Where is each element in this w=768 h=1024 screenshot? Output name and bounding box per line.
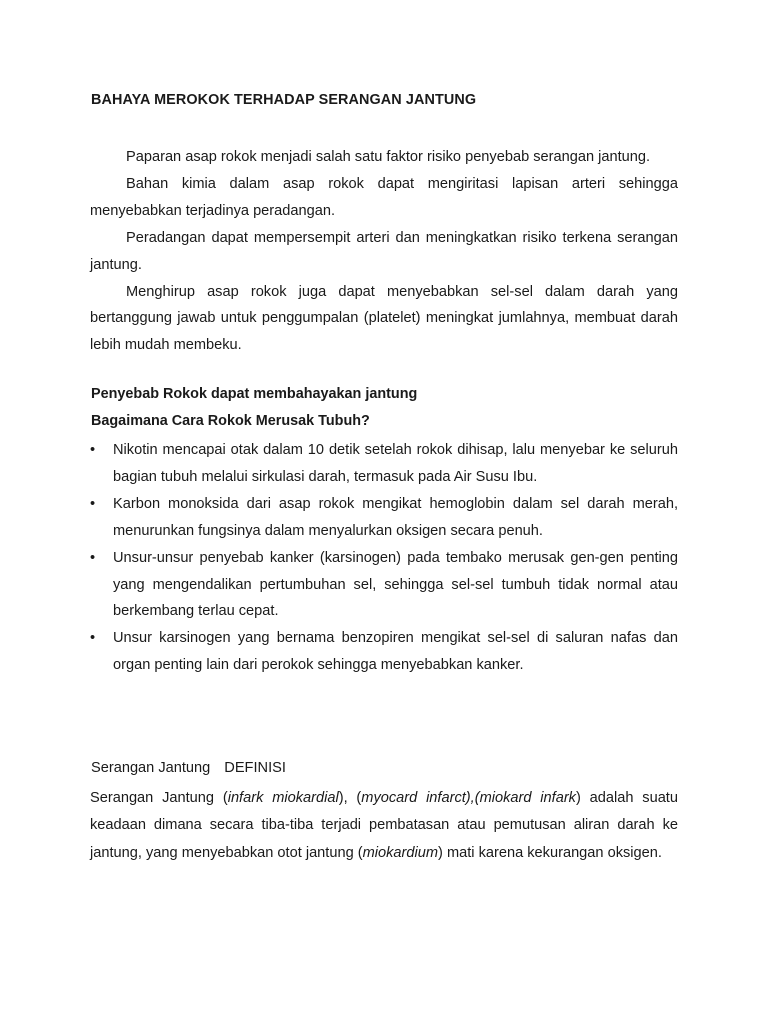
paragraph: Menghirup asap rokok juga dapat menyebabkan sel-sel dalam darah yang bertanggung jawab untuk penggumpalan (platelet) meningkat jumlahnya, membuat darah lebih mudah membeku.	[90, 283, 678, 354]
list-item	[90, 491, 678, 545]
bullet-icon: •	[90, 630, 96, 647]
section-heading-damage: Bagaimana Cara Rokok Merusak Tubuh?	[91, 413, 370, 429]
definition-term: miokardium	[362, 844, 439, 861]
bullet-icon: •	[90, 442, 96, 458]
paragraph: Peradangan dapat mempersempit arteri dan meningkatkan risiko terkena serangan jantung.	[90, 229, 678, 273]
bullet-icon: •	[90, 549, 96, 566]
definition-text: ) adalah suatu keadaan dimana secara tiba-tiba terjadi pembatasan atau pemutusan aliran darah ke jantung, yang menyebabkan otot jantung (	[90, 790, 678, 861]
definition-term: myocard infarct),(miokard infark	[361, 790, 576, 806]
definition-paragraph	[90, 785, 678, 867]
bullet-list	[90, 437, 678, 679]
list-item	[90, 545, 678, 626]
definition-heading	[91, 760, 286, 776]
list-item	[90, 625, 678, 679]
bullet-icon: •	[90, 495, 96, 512]
definition-heading-main: Serangan Jantung	[91, 760, 211, 776]
paragraph: Bahan kimia dalam asap rokok dapat mengiritasi lapisan arteri sehingga menyebabkan terjadinya peradangan.	[90, 175, 678, 219]
list-item-text: Karbon monoksida dari asap rokok mengikat hemoglobin dalam sel darah merah, menurunkan fungsinya dalam menyalurkan oksigen secara penuh.	[113, 495, 678, 539]
list-item	[90, 437, 678, 491]
list-item-text: Unsur-unsur penyebab kanker (karsinogen) pada tembako merusak gen-gen penting yang mengendalikan pertumbuhan sel, sehingga sel-sel tumbuh tidak normal atau berkembang terlau cepat.	[113, 549, 678, 620]
list-item-text: Unsur karsinogen yang bernama benzopiren mengikat sel-sel di saluran nafas dan organ penting lain dari perokok sehingga menyebabkan kanker.	[113, 630, 678, 674]
definition-text: Serangan Jantung (	[90, 790, 228, 806]
section-heading-causes: Penyebab Rokok dapat membahayakan jantung	[91, 386, 418, 402]
paragraph: Paparan asap rokok menjadi salah satu faktor risiko penyebab serangan jantung.	[126, 149, 651, 165]
definition-text: ) mati karena kekurangan oksigen.	[438, 844, 662, 861]
definition-term: infark miokardial	[227, 790, 339, 806]
document-title: BAHAYA MEROKOK TERHADAP SERANGAN JANTUNG	[91, 92, 477, 108]
list-item-text: Nikotin mencapai otak dalam 10 detik setelah rokok dihisap, lalu menyebar ke seluruh bagian tubuh melalui sirkulasi darah, termasuk pada Air Susu Ibu.	[113, 442, 678, 485]
definition-text: ), (	[338, 790, 362, 806]
definition-heading-tag: DEFINISI	[224, 760, 286, 776]
intro-section	[90, 144, 678, 359]
